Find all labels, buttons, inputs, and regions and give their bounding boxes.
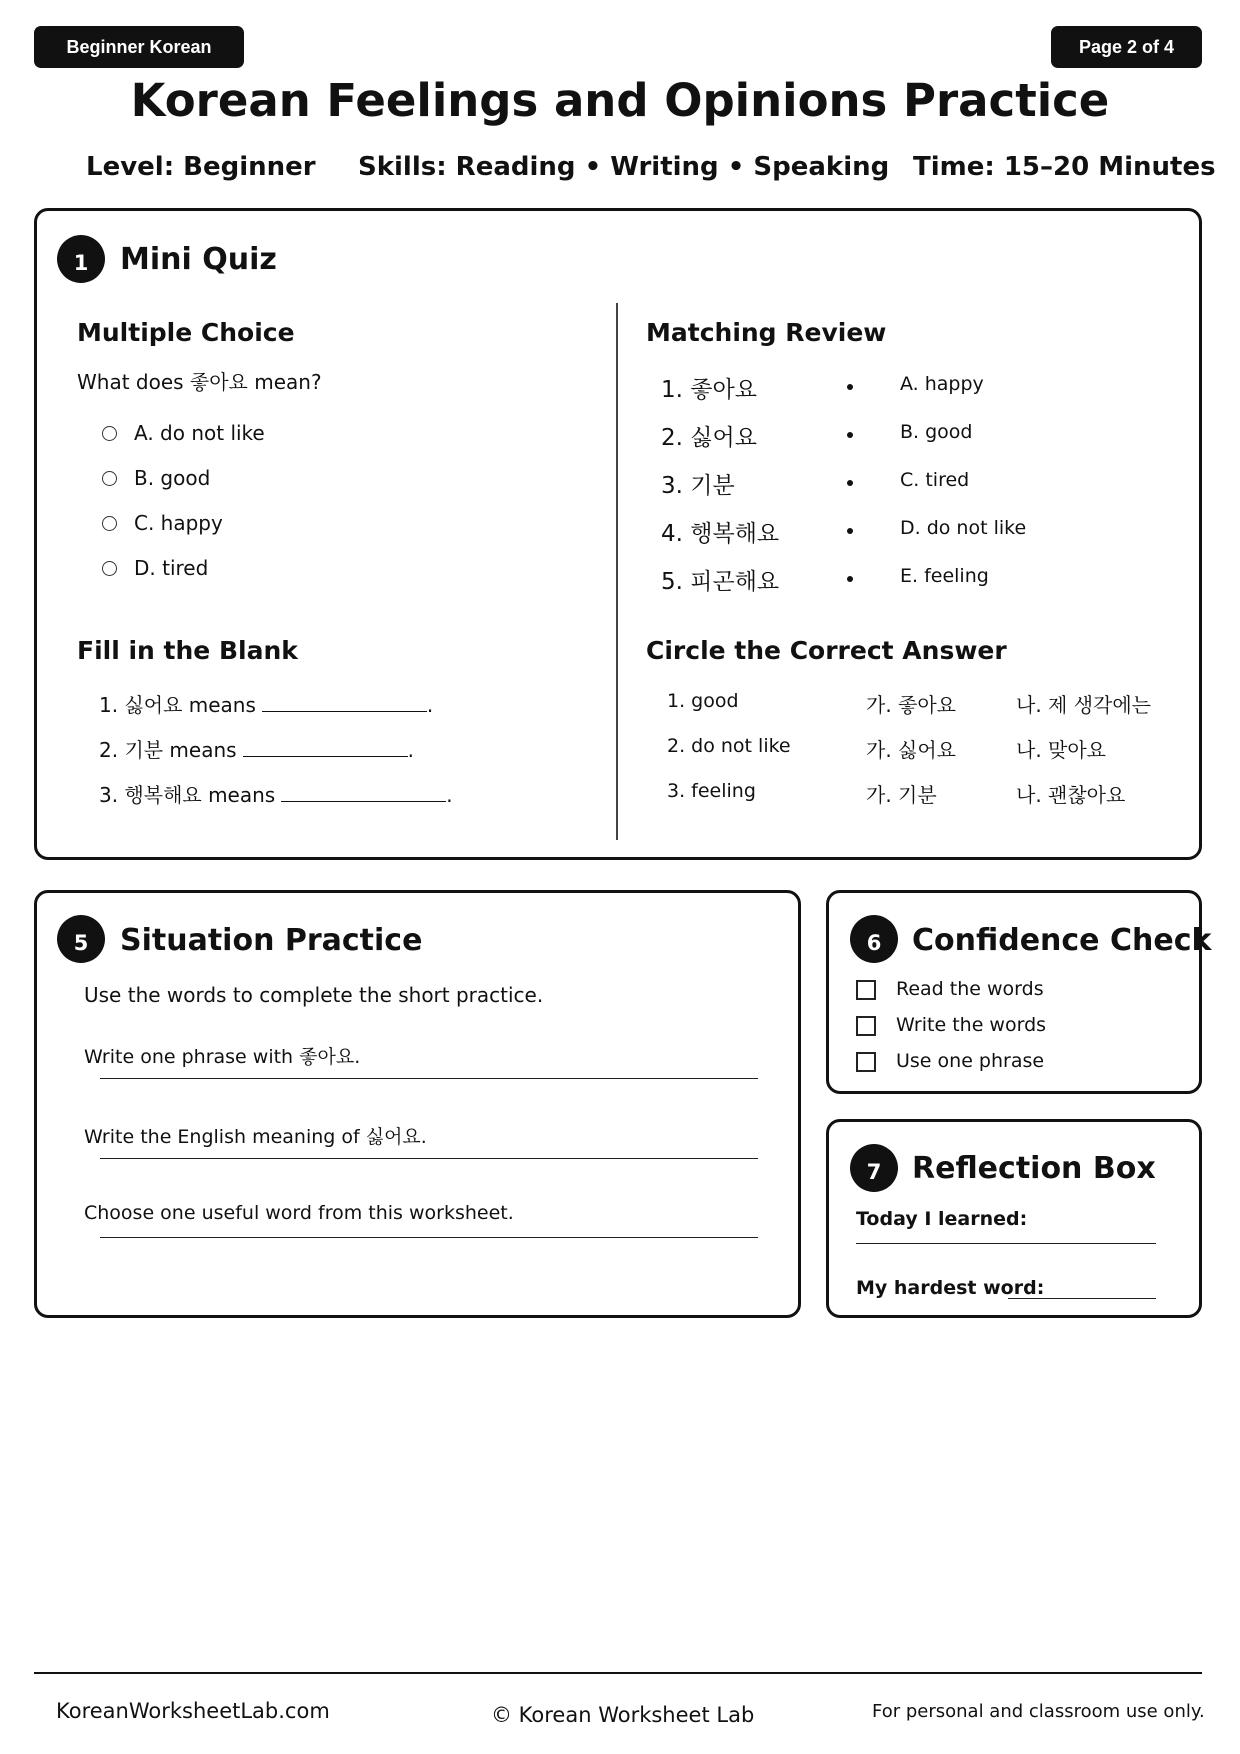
fill-blank-heading: Fill in the Blank bbox=[77, 636, 298, 665]
option-a-label: A. do not like bbox=[134, 421, 265, 445]
situation-practice-title: Situation Practice bbox=[120, 923, 423, 958]
confidence-item-1: Read the words bbox=[896, 978, 1044, 1000]
match-right-4: D. do not like bbox=[900, 517, 1027, 539]
match-left-1: 1. 좋아요 bbox=[661, 377, 757, 403]
match-left-5: 5. 피곤해요 bbox=[661, 569, 780, 595]
fill-blank-item-2: 2. 기분 means . bbox=[99, 738, 414, 762]
answer-line-1[interactable] bbox=[100, 1078, 758, 1079]
match-right-2: B. good bbox=[900, 421, 973, 443]
match-dot-2[interactable] bbox=[847, 432, 853, 438]
page-badge: Page 2 of 4 bbox=[1051, 26, 1202, 68]
section-number-6: 6 bbox=[850, 915, 898, 963]
confidence-check-title: Confidence Check bbox=[912, 923, 1212, 958]
match-dot-5[interactable] bbox=[847, 576, 853, 582]
column-divider bbox=[616, 303, 618, 840]
circle-choice-3b[interactable]: 나. 괜찮아요 bbox=[1016, 783, 1126, 807]
circle-prompt-1: 1. good bbox=[667, 690, 739, 712]
hardest-word-line[interactable] bbox=[1008, 1298, 1156, 1299]
match-left-3: 3. 기분 bbox=[661, 473, 735, 499]
fill-blank-item-3: 3. 행복해요 means . bbox=[99, 783, 453, 807]
match-left-4: 4. 행복해요 bbox=[661, 521, 780, 547]
answer-line-2[interactable] bbox=[100, 1158, 758, 1159]
section-number-5: 5 bbox=[57, 915, 105, 963]
circle-choice-2b[interactable]: 나. 맞아요 bbox=[1016, 738, 1106, 762]
radio-option-d[interactable] bbox=[102, 561, 117, 576]
situation-intro: Use the words to complete the short practice. bbox=[84, 983, 544, 1007]
checkbox-write-words[interactable] bbox=[856, 1016, 876, 1036]
today-learned-label: Today I learned: bbox=[856, 1208, 1028, 1230]
circle-choice-1b[interactable]: 나. 제 생각에는 bbox=[1016, 693, 1151, 717]
footer-usage: For personal and classroom use only. bbox=[872, 1701, 1205, 1722]
circle-prompt-2: 2. do not like bbox=[667, 735, 791, 757]
page-title: Korean Feelings and Opinions Practice bbox=[130, 74, 1110, 127]
situation-prompt-2: Write the English meaning of 싫어요. bbox=[84, 1126, 427, 1148]
option-c-label: C. happy bbox=[134, 511, 223, 535]
option-b-label: B. good bbox=[134, 466, 211, 490]
radio-option-b[interactable] bbox=[102, 471, 117, 486]
today-learned-line[interactable] bbox=[856, 1243, 1156, 1244]
circle-prompt-3: 3. feeling bbox=[667, 780, 756, 802]
option-d-label: D. tired bbox=[134, 556, 209, 580]
match-dot-1[interactable] bbox=[847, 384, 853, 390]
level-label: Level: Beginner bbox=[86, 152, 316, 182]
hardest-word-label: My hardest word: bbox=[856, 1277, 1045, 1299]
match-right-1: A. happy bbox=[900, 373, 984, 395]
circle-choice-1a[interactable]: 가. 좋아요 bbox=[866, 693, 956, 717]
match-dot-4[interactable] bbox=[847, 528, 853, 534]
mini-quiz-title: Mini Quiz bbox=[120, 242, 277, 277]
checkbox-use-phrase[interactable] bbox=[856, 1052, 876, 1072]
matching-heading: Matching Review bbox=[646, 318, 887, 347]
footer-copyright: © Korean Worksheet Lab bbox=[491, 1703, 755, 1727]
skills-label: Skills: Reading • Writing • Speaking bbox=[358, 152, 890, 182]
blank-line-3[interactable] bbox=[281, 783, 446, 802]
match-dot-3[interactable] bbox=[847, 480, 853, 486]
situation-prompt-3: Choose one useful word from this worksheet. bbox=[84, 1202, 514, 1224]
match-right-3: C. tired bbox=[900, 469, 970, 491]
section-number-7: 7 bbox=[850, 1144, 898, 1192]
situation-prompt-1: Write one phrase with 좋아요. bbox=[84, 1046, 361, 1068]
checkbox-read-words[interactable] bbox=[856, 980, 876, 1000]
circle-choice-2a[interactable]: 가. 싫어요 bbox=[866, 738, 956, 762]
answer-line-3[interactable] bbox=[100, 1237, 758, 1238]
reflection-box-title: Reflection Box bbox=[912, 1151, 1156, 1186]
multiple-choice-question: What does 좋아요 mean? bbox=[77, 370, 322, 394]
match-left-2: 2. 싫어요 bbox=[661, 425, 757, 451]
confidence-item-2: Write the words bbox=[896, 1014, 1047, 1036]
course-badge: Beginner Korean bbox=[34, 26, 244, 68]
blank-line-2[interactable] bbox=[243, 738, 408, 757]
fill-blank-item-1: 1. 싫어요 means . bbox=[99, 693, 434, 717]
confidence-item-3: Use one phrase bbox=[896, 1050, 1045, 1072]
footer-site: KoreanWorksheetLab.com bbox=[56, 1699, 330, 1723]
footer-divider bbox=[34, 1672, 1202, 1674]
match-right-5: E. feeling bbox=[900, 565, 989, 587]
radio-option-a[interactable] bbox=[102, 426, 117, 441]
multiple-choice-heading: Multiple Choice bbox=[77, 318, 295, 347]
circle-answer-heading: Circle the Correct Answer bbox=[646, 636, 1007, 665]
radio-option-c[interactable] bbox=[102, 516, 117, 531]
time-label: Time: 15–20 Minutes bbox=[913, 152, 1216, 182]
circle-choice-3a[interactable]: 가. 기분 bbox=[866, 783, 937, 807]
blank-line-1[interactable] bbox=[262, 693, 427, 712]
section-number-1: 1 bbox=[57, 235, 105, 283]
